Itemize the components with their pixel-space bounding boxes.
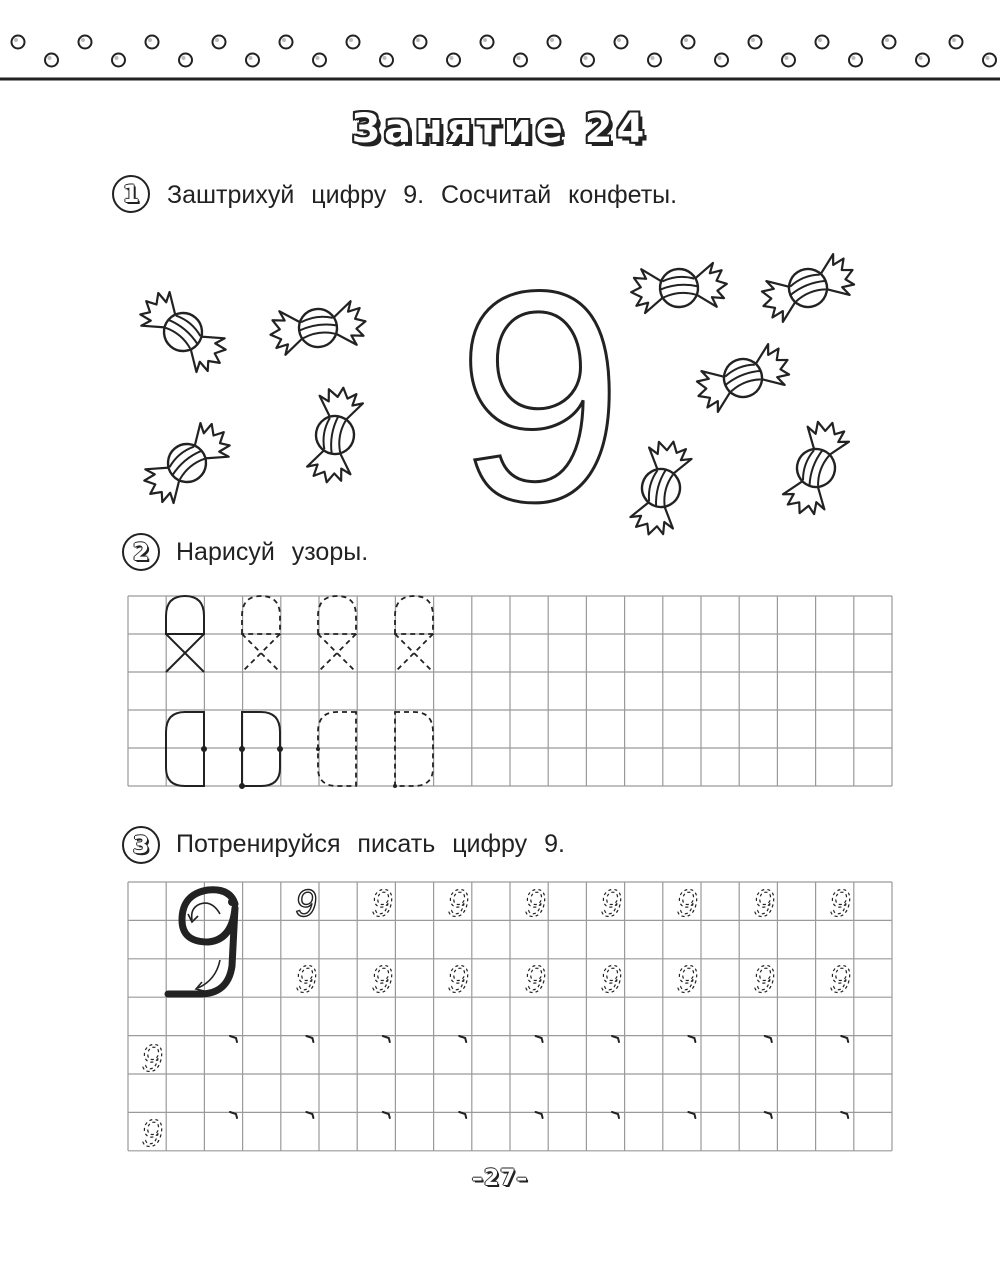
tracing-digit-9: 9 <box>600 959 622 1001</box>
exercise-1-illustration <box>0 240 1000 540</box>
page-number: –27– <box>471 1166 529 1191</box>
tracing-digit-9: 9 <box>141 1038 163 1080</box>
decorative-dot <box>447 54 460 67</box>
decorative-dot <box>213 36 226 49</box>
tracing-digit-9: 9 <box>447 883 469 925</box>
decorative-dot <box>380 54 393 67</box>
decorative-dot <box>246 54 259 67</box>
decorative-dot <box>648 54 661 67</box>
tracing-digit-9: 9 <box>829 959 851 1001</box>
decorative-dot <box>782 54 795 67</box>
example-digit-9: 9 <box>295 883 317 925</box>
tracing-digit-9: 9 <box>295 959 317 1001</box>
candy-icon <box>690 340 795 417</box>
decorative-dot <box>816 36 829 49</box>
pattern-half-circles-solid <box>166 712 282 788</box>
task-1-number-badge: 1 <box>112 175 150 213</box>
lesson-title: Занятие 24 <box>351 106 649 152</box>
tracing-digit-9: 9 <box>676 883 698 925</box>
tracing-digit-9: 9 <box>371 959 393 1001</box>
outlined-digit-9: 9 <box>456 240 624 540</box>
decorative-dot <box>481 36 494 49</box>
decorative-dot <box>280 36 293 49</box>
decorative-dot <box>347 36 360 49</box>
start-mark <box>230 1036 237 1042</box>
tracing-digit-9: 9 <box>676 959 698 1001</box>
pattern-half-circles-dashed <box>318 712 433 786</box>
candy-icon <box>779 415 853 520</box>
pattern-loop-solid <box>166 596 204 672</box>
tracing-digit-9: 9 <box>753 883 775 925</box>
start-mark <box>765 1036 772 1042</box>
decorative-dot <box>548 36 561 49</box>
decorative-dot <box>12 36 25 49</box>
start-mark <box>688 1036 695 1042</box>
decorative-dot <box>146 36 159 49</box>
decorative-dot <box>682 36 695 49</box>
start-mark <box>536 1036 543 1042</box>
start-mark <box>841 1036 848 1042</box>
tracing-digit-9: 9 <box>829 883 851 925</box>
tracing-digit-9: 9 <box>524 883 546 925</box>
decorative-dot <box>414 36 427 49</box>
tracing-digit-9: 9 <box>524 959 546 1001</box>
start-mark <box>383 1036 390 1042</box>
task-3-instruction: Потренируйся писать цифру 9. <box>176 830 565 858</box>
decorative-dot <box>950 36 963 49</box>
decorative-dot <box>615 36 628 49</box>
task-2-number-badge: 2 <box>122 533 160 571</box>
decorative-dot <box>581 54 594 67</box>
decorative-dot <box>79 36 92 49</box>
decorative-top-border <box>0 0 1000 90</box>
candy-icon <box>627 436 694 540</box>
decorative-dot <box>45 54 58 67</box>
decorative-dot <box>916 54 929 67</box>
pattern-grid <box>120 590 900 795</box>
decorative-dot <box>983 54 996 67</box>
candy-icon <box>132 284 234 379</box>
tracing-digit-9: 9 <box>447 959 469 1001</box>
tracing-digit-9: 9 <box>371 883 393 925</box>
decorative-dot <box>514 54 527 67</box>
candy-icon <box>305 384 365 486</box>
decorative-dot <box>715 54 728 67</box>
task-2-instruction: Нарисуй узоры. <box>176 538 369 566</box>
decorative-dot <box>749 36 762 49</box>
decorative-dot <box>849 54 862 67</box>
sample-digit-9-with-arrows <box>168 890 236 994</box>
tracing-digit-9: 9 <box>600 883 622 925</box>
tracing-digit-9: 9 <box>753 959 775 1001</box>
candy-icon <box>267 300 368 357</box>
task-1-instruction: Заштрихуй цифру 9. Сосчитай конфеты. <box>167 181 678 209</box>
candy-icon <box>755 250 860 327</box>
task-3-number-badge: 3 <box>122 826 160 864</box>
start-mark <box>612 1036 619 1042</box>
start-mark <box>459 1036 466 1042</box>
start-mark <box>306 1036 313 1042</box>
decorative-dot <box>883 36 896 49</box>
writing-practice-grid <box>120 876 900 1161</box>
candy-icon <box>136 415 238 510</box>
tracing-digit-9: 9 <box>141 1113 163 1155</box>
decorative-dot <box>179 54 192 67</box>
decorative-dot <box>313 54 326 67</box>
decorative-dot <box>112 54 125 67</box>
candy-icon <box>629 262 728 314</box>
